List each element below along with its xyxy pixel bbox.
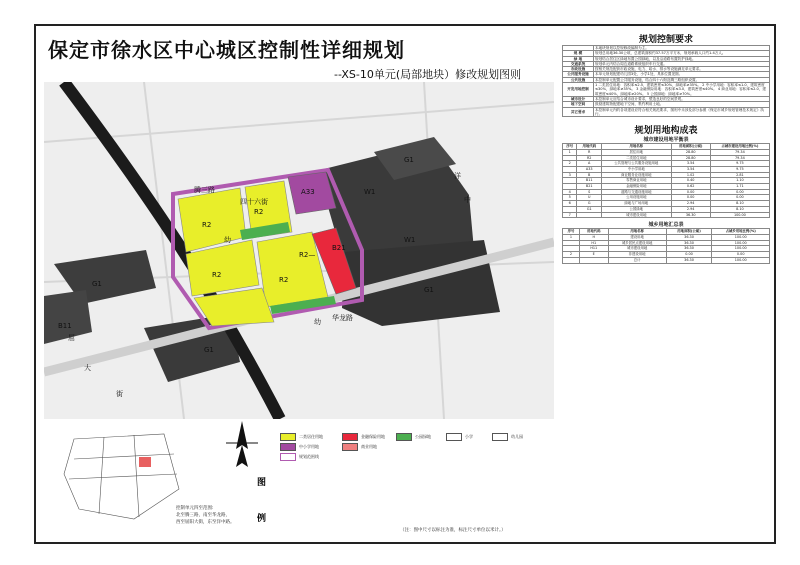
table-cell: 零售商业用地	[601, 178, 671, 184]
page-subtitle: --XS-10单元(局部地块）修改规划图则	[334, 68, 522, 81]
road-label-qu: 屈	[68, 334, 75, 342]
table-cell: R	[577, 149, 602, 155]
table-cell: A33	[577, 166, 602, 172]
table-cell: 100.00	[712, 246, 770, 252]
table-cell: 7	[563, 212, 577, 218]
landuse-title: 规划用地构成表	[634, 126, 698, 137]
road-label-sishiliu: 四十六街	[240, 198, 268, 206]
table-cell: 36.30	[666, 257, 712, 263]
map-label-r2-e: R2—	[299, 251, 316, 259]
table-cell: 100.00	[712, 235, 770, 241]
table-cell: 金融保险用地	[601, 184, 671, 190]
table-cell: 二类居住用地	[601, 155, 671, 161]
table-cell: H	[579, 235, 608, 241]
road-label-jie: 街	[116, 390, 123, 398]
map-label-g1-west: G1	[92, 280, 102, 288]
table-cell: 1	[563, 235, 580, 241]
table-cell: 6	[563, 201, 577, 207]
unit-extent-text	[176, 505, 235, 526]
legend-item-residential: 二类居住用地	[280, 433, 323, 441]
unit-extent-line-1: 控制单元四至范围:	[176, 506, 214, 511]
table-cell: 0.00	[712, 252, 770, 258]
table-cell: 9.75	[710, 161, 769, 167]
table-cell: 79.34	[710, 155, 769, 161]
legend-item-boundary: 规划范围线	[280, 453, 319, 461]
table-cell: 1.02	[671, 172, 710, 178]
table2-title: 城乡用地汇总表	[648, 222, 684, 229]
map-label-w1-a: W1	[364, 188, 376, 196]
map-label-kindergarten-a: 幼	[224, 236, 231, 244]
block-g1-east	[342, 240, 500, 326]
table-cell: 3.54	[671, 166, 710, 172]
table-cell: 79.34	[710, 149, 769, 155]
map-label-b21: B21	[332, 244, 346, 252]
table-cell: 8.10	[710, 206, 769, 212]
table1-title: 城市建设用地平衡表	[643, 137, 689, 144]
legend-item-primary-school: 小学	[446, 433, 473, 441]
table-cell: 36.30	[666, 246, 712, 252]
table-cell: 2	[563, 252, 580, 258]
table-cell: R2	[577, 155, 602, 161]
footnote: （注：图中尺寸以标注为准，标注尺寸单位以米计。）	[400, 528, 506, 533]
table-row: 市政设施 按相关规范配套市政设施，电力、给水、排水等设施满足单元要求。	[563, 67, 770, 72]
legend-label-li: 例	[257, 514, 267, 524]
map-label-r2-d: R2	[279, 276, 289, 284]
table-cell: 商业服务业设施用地	[601, 172, 671, 178]
map-label-g1-east: G1	[424, 286, 434, 294]
table-cell: G	[577, 201, 602, 207]
table-cell: 中小学用地	[601, 166, 671, 172]
page-title: 保定市徐水区中心城区控制性详细规划	[48, 38, 405, 62]
location-minimap	[44, 419, 194, 534]
table-cell: 2.81	[710, 172, 769, 178]
table-row: 城市设计 本控制单元应结合城市设计要求，塑造良好的空间景观。	[563, 96, 770, 101]
map-label-b11-a: B11	[58, 322, 72, 330]
table-cell: 非建设用地	[608, 252, 666, 258]
table-row: 规 模 规划总用地36.30公顷，总建筑面积约37.57万平方米，规划承载人口约1.4万人。	[563, 51, 770, 56]
table-cell: 0.40	[671, 178, 710, 184]
map-label-r2-a: R2	[202, 221, 212, 229]
table-cell: 2.94	[671, 206, 710, 212]
table-cell: S	[577, 189, 602, 195]
road-label-tengsan: 腾三路	[194, 186, 215, 194]
table-cell: 100.00	[712, 257, 770, 263]
table-cell: 城乡居民点建设用地	[608, 240, 666, 246]
urban-rural-summary-table: 序号 用地代码 用地名称 用地面积(公顷) 占城乡用地比例(%) 1 H 建设用地 36.30 100.00 H1 城乡居民点建设用地 36.30 100.00 H11 城市建设用地 36.30 100.00 2 E 非建设用地 0.00 0.00 总计 36.30 100.00	[562, 228, 770, 263]
table-row: 其它要求 本控制单元内的各项建设应符合相关规范要求，图则中未涉及部分参照《保定市城乡规划管理技术规定》执行。	[563, 107, 770, 117]
road-label-zhong: 中	[464, 196, 471, 204]
table-cell: 100.00	[712, 240, 770, 246]
table-row: 交通系统 规划单元内结合周边道路系统组织车行交通。	[563, 61, 770, 66]
map-label-g1-south: G1	[204, 346, 214, 354]
land-balance-table: 序号 用地代码 用地名称 用地面积(公顷) 占城市建设用地比例(%) 1 R 居住用地 28.80 79.34 R2 二类居住用地 28.80 79.34 2 A 公共管理与公共服务设施用地 3.54 9.75 A33 中小学用地 3.54 9.75 3 B 商业服务业设施用地 1.02 2.81 B11 零售商业用地 0.40 1.10 B21 金融保险用地 0.62 1.71 4 S 道路与交通设施用地 0.00 0.00 5 U 公用设施用地 0.00 0.00 6 G 绿地与广场用地 2.94 8.10 G1 公园绿地 2.94 8.10 7 城市建设用地 36.30 100.00	[562, 143, 770, 218]
map-label-w1-b: W1	[404, 236, 416, 244]
unit-extent-line-3: 西至屈阳大街，东至洋中路。	[176, 520, 235, 525]
table-cell	[579, 257, 608, 263]
table-cell: 0.62	[671, 184, 710, 190]
legend-item-finance: 金融保险用地	[342, 433, 385, 441]
table-cell: 2	[563, 161, 577, 167]
table-cell: 城市建设用地	[601, 212, 671, 218]
road-label-da: 大	[84, 364, 91, 372]
table-cell: 总计	[608, 257, 666, 263]
table-row: 本地块规划以控规修改编制为主。	[563, 46, 770, 51]
table-cell: 8.10	[710, 201, 769, 207]
table-cell: B21	[577, 184, 602, 190]
legend-area	[44, 419, 554, 537]
minimap-site-marker	[139, 457, 151, 467]
table-cell: 公用设施用地	[601, 195, 671, 201]
table-cell: 3.54	[671, 161, 710, 167]
table-cell: 0.00	[671, 189, 710, 195]
table-cell: 城市建设用地	[608, 246, 666, 252]
table-cell: 1	[563, 149, 577, 155]
table-cell: 建设用地	[608, 235, 666, 241]
table-cell: 36.30	[666, 235, 712, 241]
table-cell	[563, 257, 580, 263]
table-cell: 公园绿地	[601, 206, 671, 212]
table-cell: 3	[563, 172, 577, 178]
table-cell: 9.75	[710, 166, 769, 172]
table-row: 公共服务设施 本单元规划配建幼儿园3处，小学1处，具体位置见图。	[563, 72, 770, 77]
legend-item-park: 公园绿地	[396, 433, 431, 441]
table-cell: 0.00	[671, 195, 710, 201]
drawing-frame	[34, 24, 776, 544]
map-canvas	[44, 82, 554, 419]
table-row	[563, 212, 770, 218]
table-cell: 0.00	[710, 195, 769, 201]
control-requirements-table	[562, 45, 770, 117]
map-label-r2-c: R2	[212, 271, 222, 279]
table-cell: 4	[563, 189, 577, 195]
table-cell: 1.10	[710, 178, 769, 184]
right-panel	[562, 32, 770, 538]
table-cell: H11	[579, 246, 608, 252]
table-cell: 绿地与广场用地	[601, 201, 671, 207]
table-cell: B11	[577, 178, 602, 184]
road-label-hualong: 华龙路	[332, 314, 353, 322]
table-cell: U	[577, 195, 602, 201]
table-cell: 居住用地	[601, 149, 671, 155]
table-row	[563, 257, 770, 263]
legend-label-tu: 图	[257, 478, 267, 488]
table-cell: 100.00	[710, 212, 769, 218]
road-label-yang: 洋	[454, 172, 461, 180]
map-label-r2-b: R2	[254, 208, 264, 216]
legend-item-school: 中小学用地	[280, 443, 319, 451]
table-cell: 5	[563, 195, 577, 201]
legend-item-commercial: 商业用地	[342, 443, 377, 451]
unit-extent-line-2: 北至腾三路，南至华龙路，	[176, 513, 230, 518]
table-cell: 0.00	[666, 252, 712, 258]
table-cell: E	[579, 252, 608, 258]
table-cell: A	[577, 161, 602, 167]
legend-item-kindergarten: 幼儿园	[492, 433, 523, 441]
table-cell: 36.30	[671, 212, 710, 218]
control-requirements-title: 规划控制要求	[638, 35, 693, 45]
table-cell	[577, 212, 602, 218]
table-cell: 0.00	[710, 189, 769, 195]
table-cell: B	[577, 172, 602, 178]
table-cell: 公共管理与公共服务设施用地	[601, 161, 671, 167]
table-cell: 1.71	[710, 184, 769, 190]
map-label-kindergarten-b: 幼	[314, 318, 321, 326]
table-cell: 道路与交通设施用地	[601, 189, 671, 195]
map-label-a33: A33	[301, 188, 315, 196]
table-cell: 28.80	[671, 155, 710, 161]
table-cell: 2.94	[671, 201, 710, 207]
north-arrow-icon	[222, 419, 262, 479]
table-row: 开发用地控制 1 二类居住用地：容积率≤2.5，建筑密度≤30%，绿地率≥35%。 2 中小学用地：容积率≤1.0，建筑密度≤30%，绿地率≥35%。 3 金融保险用地：容积率≤3.0，建筑密度≤40%。 4 商业用地：容积率≤2.0，建筑密度≤40%，绿地率≥20%。 5 公园绿地：绿地率≥70%。	[563, 83, 770, 97]
table-row: 公共设施 本控制单元配置公共服务设施，结合四十六街及腾三路组织设置。	[563, 77, 770, 82]
table-cell: H1	[579, 240, 608, 246]
table-cell: 28.80	[671, 149, 710, 155]
planning-map[interactable]	[44, 82, 554, 419]
table-cell: 36.30	[666, 240, 712, 246]
map-label-g1-ne: G1	[404, 156, 414, 164]
table-row: 绿 地 规划结合居住区绿地布置公园绿地，以及沿道路布置防护绿地。	[563, 56, 770, 61]
table-cell: G1	[577, 206, 602, 212]
table-row: 地下空间 鼓励建筑物配建地下空间，集约利用土地。	[563, 102, 770, 107]
